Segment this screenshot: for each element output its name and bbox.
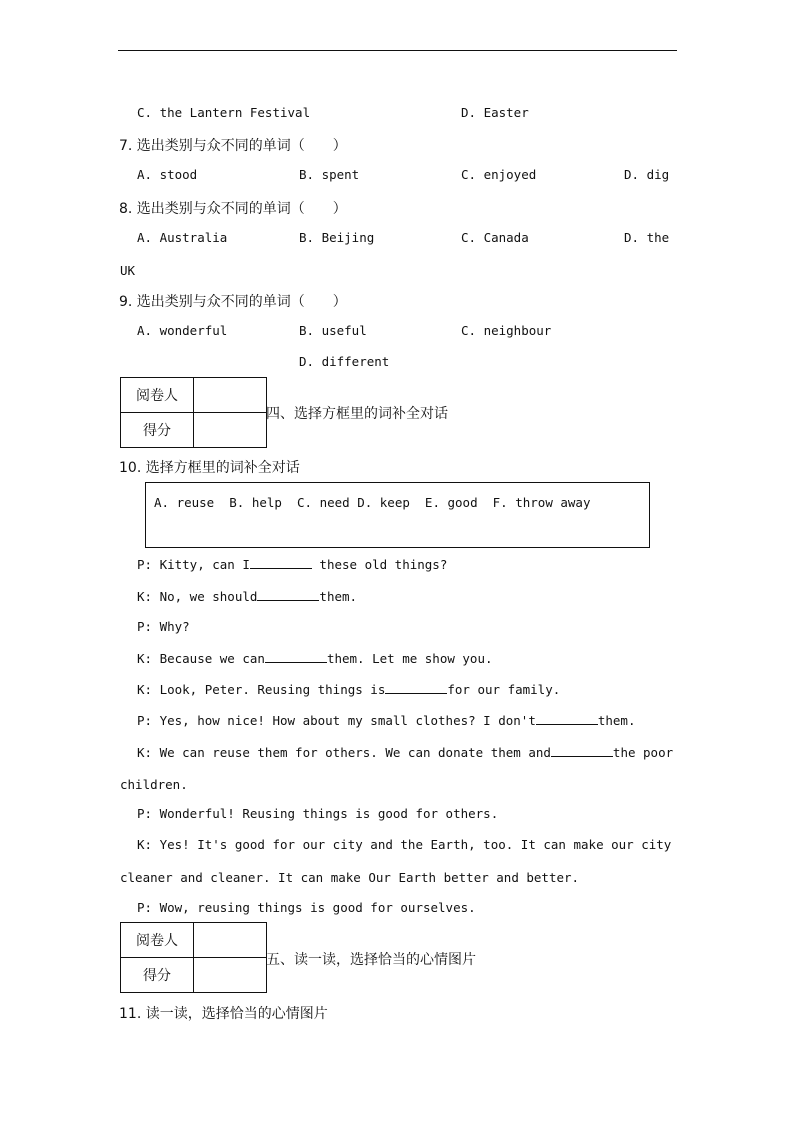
q8-option-d-continued: UK	[120, 263, 136, 278]
q9-option-b: B. useful	[299, 323, 367, 338]
q7-option-c: C. enjoyed	[461, 167, 537, 182]
answer-blank-1[interactable]	[250, 556, 312, 569]
dialogue-line-1-post: these old things?	[311, 557, 448, 572]
q8-option-d: D. the	[624, 230, 670, 245]
q6-option-c: C. the Lantern Festival	[137, 105, 311, 120]
q7-option-a: A. stood	[137, 167, 198, 182]
score-cell	[194, 413, 267, 448]
dialogue-line-1-pre: P: Kitty, can I	[137, 557, 250, 572]
dialogue-line-3: P: Why?	[137, 619, 190, 634]
q11-stem: 11. 读一读，选择恰当的心情图片	[119, 1006, 328, 1022]
dialogue-line-5-post: for our family.	[447, 682, 561, 697]
dialogue-line-6-pre: P: Yes, how nice! How about my small clothes? I don't	[137, 713, 536, 728]
q9-option-d: D. different	[299, 354, 390, 369]
dialogue-line-9: K: Yes! It's good for our city and the Earth, too. It can make our city	[137, 837, 672, 852]
dialogue-line-4-post: them. Let me show you.	[326, 651, 493, 666]
dialogue-line-7-post: the poor	[612, 745, 674, 760]
word-bank-box	[145, 482, 650, 548]
answer-blank-5[interactable]	[536, 712, 598, 725]
dialogue-line-5	[137, 681, 560, 697]
dialogue-line-2-post: them.	[319, 589, 358, 604]
q10-stem: 10. 选择方框里的词补全对话	[119, 460, 300, 476]
score-label: 得分	[121, 958, 194, 993]
q7-stem: 7. 选出类别与众不同的单词（ ）	[119, 138, 347, 154]
dialogue-line-7-pre: K: We can reuse them for others. We can donate them and	[137, 745, 551, 760]
q8-option-c: C. Canada	[461, 230, 529, 245]
dialogue-line-5-pre: K: Look, Peter. Reusing things is	[137, 682, 386, 697]
section4-title: 四、选择方框里的词补全对话	[266, 406, 448, 422]
header-rule	[118, 50, 677, 51]
word-bank: A. reuse B. help C. need D. keep E. good F. throw away	[154, 495, 591, 510]
dialogue-line-7-continued: children.	[120, 777, 188, 792]
score-cell	[194, 958, 267, 993]
dialogue-line-1	[137, 556, 447, 572]
q8-stem: 8. 选出类别与众不同的单词（ ）	[119, 201, 347, 217]
grader-cell	[194, 378, 267, 413]
section5-title: 五、读一读，选择恰当的心情图片	[266, 952, 476, 968]
score-label: 得分	[121, 413, 194, 448]
q7-option-d: D. dig	[624, 167, 670, 182]
grader-label: 阅卷人	[121, 378, 194, 413]
section4-grader-table	[120, 377, 267, 448]
dialogue-line-4	[137, 650, 493, 666]
dialogue-line-7	[137, 744, 673, 760]
answer-blank-2[interactable]	[257, 588, 319, 601]
q8-option-a: A. Australia	[137, 230, 228, 245]
q9-option-c: C. neighbour	[461, 323, 552, 338]
dialogue-line-9-continued: cleaner and cleaner. It can make Our Earth better and better.	[120, 870, 580, 885]
answer-blank-3[interactable]	[265, 650, 327, 663]
q9-option-a: A. wonderful	[137, 323, 228, 338]
dialogue-line-6-post: them.	[597, 713, 636, 728]
answer-blank-6[interactable]	[551, 744, 613, 757]
dialogue-line-8: P: Wonderful! Reusing things is good for others.	[137, 806, 499, 821]
grader-label: 阅卷人	[121, 923, 194, 958]
dialogue-line-4-pre: K: Because we can	[137, 651, 265, 666]
dialogue-line-10: P: Wow, reusing things is good for ourselves.	[137, 900, 476, 915]
answer-blank-4[interactable]	[385, 681, 447, 694]
section5-grader-table	[120, 922, 267, 993]
dialogue-line-2	[137, 588, 357, 604]
grader-cell	[194, 923, 267, 958]
q8-option-b: B. Beijing	[299, 230, 375, 245]
dialogue-line-6	[137, 712, 636, 728]
q9-stem: 9. 选出类别与众不同的单词（ ）	[119, 294, 347, 310]
q7-option-b: B. spent	[299, 167, 360, 182]
q6-option-d: D. Easter	[461, 105, 529, 120]
dialogue-line-2-pre: K: No, we should	[137, 589, 258, 604]
